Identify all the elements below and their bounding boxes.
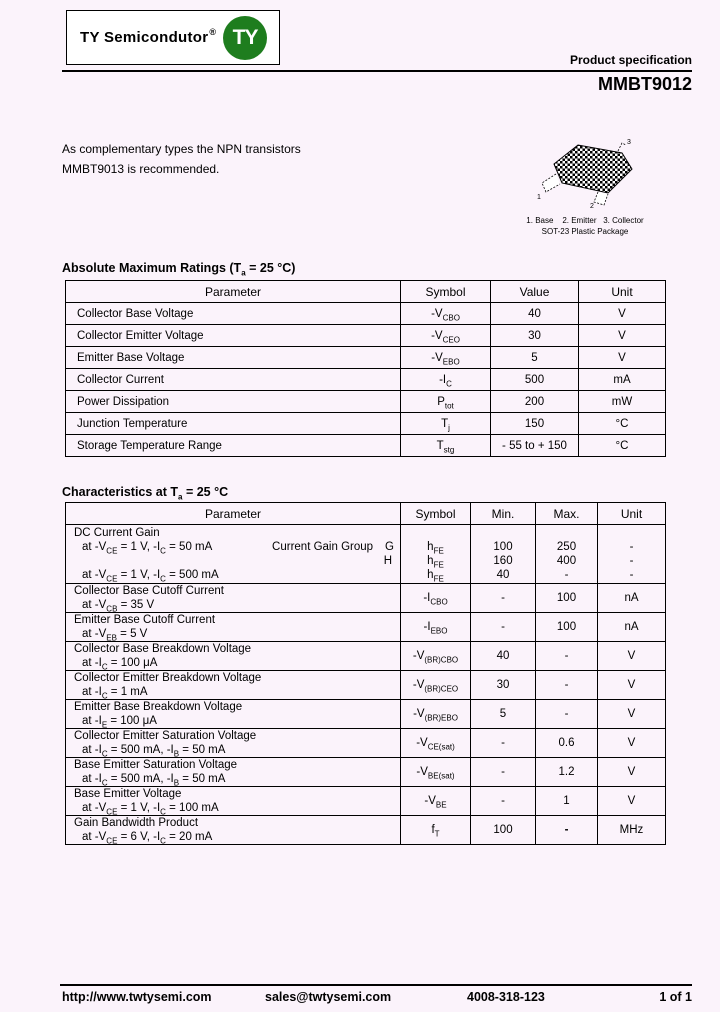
param-name: Base Emitter Saturation Voltage <box>74 759 238 771</box>
param-name: Collector Base Cutoff Current <box>74 585 224 597</box>
cell-unit: V <box>579 303 666 325</box>
table-row <box>66 347 666 369</box>
param-condition: at $-I_C = 100$ μA <box>82 657 158 671</box>
table-row <box>66 303 666 325</box>
cell-parameter: Power Dissipation <box>66 391 401 413</box>
cell-symbol: $-V_{(BR)EBO}$ <box>401 700 471 729</box>
footer-phone: 4008-318-123 <box>467 990 545 1004</box>
footer-divider <box>60 984 692 986</box>
company-name: TY Semicondutor <box>80 29 209 46</box>
cell-unit: nA <box>598 584 666 613</box>
param-condition: at $-I_C = 500$ mA, $-I_B = 50$ mA <box>82 773 226 787</box>
table-row <box>66 413 666 435</box>
cell-parameter: Collector Current <box>66 369 401 391</box>
cell-value: 30 <box>491 325 579 347</box>
table-row <box>66 758 666 787</box>
footer-page-number: 1 of 1 <box>659 990 692 1004</box>
footer-email: sales@twtysemi.com <box>265 990 392 1004</box>
param-condition: at $-I_C = 1$ mA <box>82 686 148 700</box>
cell-min: 40 <box>471 642 536 671</box>
cell-symbol: $f_T$ <box>401 816 471 845</box>
param-condition: at $-V_{CB} = 35$ V <box>82 599 155 613</box>
cell-symbol: $-V_{EBO}$ <box>401 347 491 369</box>
table-row <box>66 816 666 845</box>
param-condition: at $-V_{CE} = 1$ V, $-I_C = 50$ mA <box>82 541 213 556</box>
unit-value: - <box>629 555 634 567</box>
param-name: Collector Base Breakdown Voltage <box>74 643 252 655</box>
table-row <box>66 729 666 758</box>
cell-symbol: $-V_{CE(sat)}$ <box>401 729 471 758</box>
cell-unit: V <box>598 700 666 729</box>
pin-3-label: 3 <box>627 139 631 146</box>
param-condition: at $-I_E = 100$ μA <box>82 715 157 729</box>
sot23-package-drawing <box>510 136 660 210</box>
column-header-value: Value <box>491 281 579 303</box>
table-row <box>66 325 666 347</box>
cell-symbol: $T_j$ <box>401 413 491 435</box>
registered-trademark: ® <box>209 26 217 37</box>
gain-group-h-line <box>66 554 400 568</box>
max-value: 400 <box>556 555 577 567</box>
param-name: Collector Emitter Saturation Voltage <box>74 730 257 742</box>
table-row <box>66 369 666 391</box>
cell-max: - <box>536 671 598 700</box>
cell-unit: MHz <box>598 816 666 845</box>
param-name: Emitter Base Cutoff Current <box>74 614 216 626</box>
package-figure <box>500 136 670 237</box>
cell-symbol: $T_{stg}$ <box>401 435 491 457</box>
cell-parameter <box>66 787 401 816</box>
cell-parameter <box>66 816 401 845</box>
cell-parameter: Collector Base Voltage <box>66 303 401 325</box>
cell-parameter <box>66 613 401 642</box>
min-value: 160 <box>493 555 513 567</box>
cell-symbol: $-I_C$ <box>401 369 491 391</box>
cell-symbol: $-V_{BE}$ <box>401 787 471 816</box>
param-name: Emitter Base Breakdown Voltage <box>74 701 243 713</box>
param-condition: at $-I_C = 500$ mA, $-I_B = 50$ mA <box>82 744 226 758</box>
cell-unit: V <box>598 729 666 758</box>
intro-paragraph <box>62 139 301 179</box>
cell-symbol: $-V_{CBO}$ <box>401 303 491 325</box>
cell-value: 40 <box>491 303 579 325</box>
column-header-symbol: Symbol <box>401 503 471 525</box>
table-row <box>66 700 666 729</box>
gain-group-g: G <box>385 541 394 553</box>
intro-line: MMBT9013 is recommended. <box>62 162 220 176</box>
cell-unit: mW <box>579 391 666 413</box>
cell-parameter <box>66 671 401 700</box>
cell-max: - <box>536 700 598 729</box>
table-row <box>66 613 666 642</box>
table-row <box>66 391 666 413</box>
column-header-parameter: Parameter <box>66 281 401 303</box>
gain-group-label: Current Gain Group <box>272 541 374 553</box>
column-header-unit: Unit <box>598 503 666 525</box>
cell-symbol: $P_{tot}$ <box>401 391 491 413</box>
package-caption: SOT-23 Plastic Package <box>541 227 629 236</box>
pin-1-label: 1 <box>537 194 541 201</box>
cell-unit: V <box>598 671 666 700</box>
cell-value: 500 <box>491 369 579 391</box>
cell-unit: V <box>579 347 666 369</box>
symbol-value: $h_{FE}$ <box>427 569 444 584</box>
cell-unit: nA <box>598 613 666 642</box>
cell-parameter <box>66 584 401 613</box>
gain-group-h: H <box>383 555 392 567</box>
table-header-row <box>66 503 666 525</box>
unit-value: - <box>629 569 634 581</box>
cell-unit: °C <box>579 413 666 435</box>
footer-website: http://www.twtysemi.com <box>62 990 212 1004</box>
cell-min: - <box>471 729 536 758</box>
cell-parameter <box>66 642 401 671</box>
cell-min: 5 <box>471 700 536 729</box>
cell-min: 100 <box>471 816 536 845</box>
cell-unit: V <box>579 325 666 347</box>
cell-value: - 55 to + 150 <box>491 435 579 457</box>
cell-parameter <box>66 729 401 758</box>
cell-unit: V <box>598 787 666 816</box>
cell-max: 0.6 <box>536 729 598 758</box>
min-value: 40 <box>496 569 510 581</box>
company-logo <box>66 10 280 65</box>
characteristics-section-title: Characteristics at $T_a = 25$ °C <box>62 485 229 502</box>
cell-value: 200 <box>491 391 579 413</box>
max-value: - <box>564 569 569 581</box>
cell-symbol: $-V_{(BR)CEO}$ <box>401 671 471 700</box>
cell-symbol: $-V_{BE(sat)}$ <box>401 758 471 787</box>
cell-symbol: $-V_{(BR)CBO}$ <box>401 642 471 671</box>
param-condition-line <box>66 540 400 554</box>
intro-line: As complementary types the NPN transistors <box>62 142 301 156</box>
column-header-symbol: Symbol <box>401 281 491 303</box>
table-header-row <box>66 281 666 303</box>
param-name: Collector Emitter Breakdown Voltage <box>74 672 262 684</box>
abs-max-table <box>65 280 666 457</box>
min-value: 100 <box>493 541 513 553</box>
symbol-value: $h_{FE}$ <box>427 541 444 556</box>
table-row <box>66 787 666 816</box>
param-name: Gain Bandwidth Product <box>74 817 199 829</box>
cell-max: - <box>536 816 598 845</box>
cell-max <box>536 525 598 584</box>
cell-value: 5 <box>491 347 579 369</box>
cell-symbol <box>401 525 471 584</box>
cell-symbol: $-I_{CBO}$ <box>401 584 471 613</box>
ty-logo-icon <box>223 16 267 60</box>
column-header-max: Max. <box>536 503 598 525</box>
cell-unit: V <box>598 758 666 787</box>
cell-max: 100 <box>536 584 598 613</box>
table-row-dc-current-gain <box>66 525 666 584</box>
part-number-title: MMBT9012 <box>597 74 692 94</box>
param-name: Base Emitter Voltage <box>74 788 182 800</box>
cell-parameter <box>66 700 401 729</box>
cell-min <box>471 525 536 584</box>
max-value: 250 <box>556 541 577 553</box>
cell-symbol: $-I_{EBO}$ <box>401 613 471 642</box>
abs-max-section-title: Absolute Maximum Ratings ($T_a = 25$ °C) <box>62 261 296 278</box>
cell-max: - <box>536 642 598 671</box>
table-row <box>66 671 666 700</box>
param-condition: at $-V_{CE} = 1$ V, $-I_C = 100$ mA <box>82 802 219 816</box>
header-divider <box>62 70 692 72</box>
param-condition: at $-V_{EB} = 5$ V <box>82 628 148 642</box>
param-name: DC Current Gain <box>74 527 160 539</box>
cell-parameter: Collector Emitter Voltage <box>66 325 401 347</box>
symbol-value: $h_{FE}$ <box>427 555 444 570</box>
characteristics-table <box>65 502 666 845</box>
cell-parameter: Storage Temperature Range <box>66 435 401 457</box>
column-header-min: Min. <box>471 503 536 525</box>
cell-value: 150 <box>491 413 579 435</box>
cell-parameter <box>66 525 401 584</box>
cell-unit: mA <box>579 369 666 391</box>
cell-min: - <box>471 584 536 613</box>
spec-label: Product specification <box>569 53 692 67</box>
logo-monogram: TY <box>232 25 258 49</box>
table-row <box>66 642 666 671</box>
cell-min: - <box>471 787 536 816</box>
cell-parameter: Junction Temperature <box>66 413 401 435</box>
cell-symbol: $-V_{CEO}$ <box>401 325 491 347</box>
cell-max: 1 <box>536 787 598 816</box>
cell-unit: °C <box>579 435 666 457</box>
column-header-unit: Unit <box>579 281 666 303</box>
pin-caption: 1. Base 2. Emitter 3. Collector <box>526 216 644 225</box>
cell-min: - <box>471 613 536 642</box>
cell-parameter <box>66 758 401 787</box>
cell-parameter: Emitter Base Voltage <box>66 347 401 369</box>
pin-2-label: 2 <box>590 203 594 210</box>
cell-unit: V <box>598 642 666 671</box>
column-header-parameter: Parameter <box>66 503 401 525</box>
table-row <box>66 584 666 613</box>
table-row <box>66 435 666 457</box>
unit-value: - <box>629 541 634 553</box>
param-condition: at $-V_{CE} = 6$ V, $-I_C = 20$ mA <box>82 831 213 845</box>
cell-min: 30 <box>471 671 536 700</box>
cell-max: 1.2 <box>536 758 598 787</box>
cell-min: - <box>471 758 536 787</box>
param-condition: at $-V_{CE} = 1$ V, $-I_C = 500$ mA <box>82 569 219 584</box>
cell-unit <box>598 525 666 584</box>
cell-max: 100 <box>536 613 598 642</box>
gain-group <box>272 540 400 554</box>
